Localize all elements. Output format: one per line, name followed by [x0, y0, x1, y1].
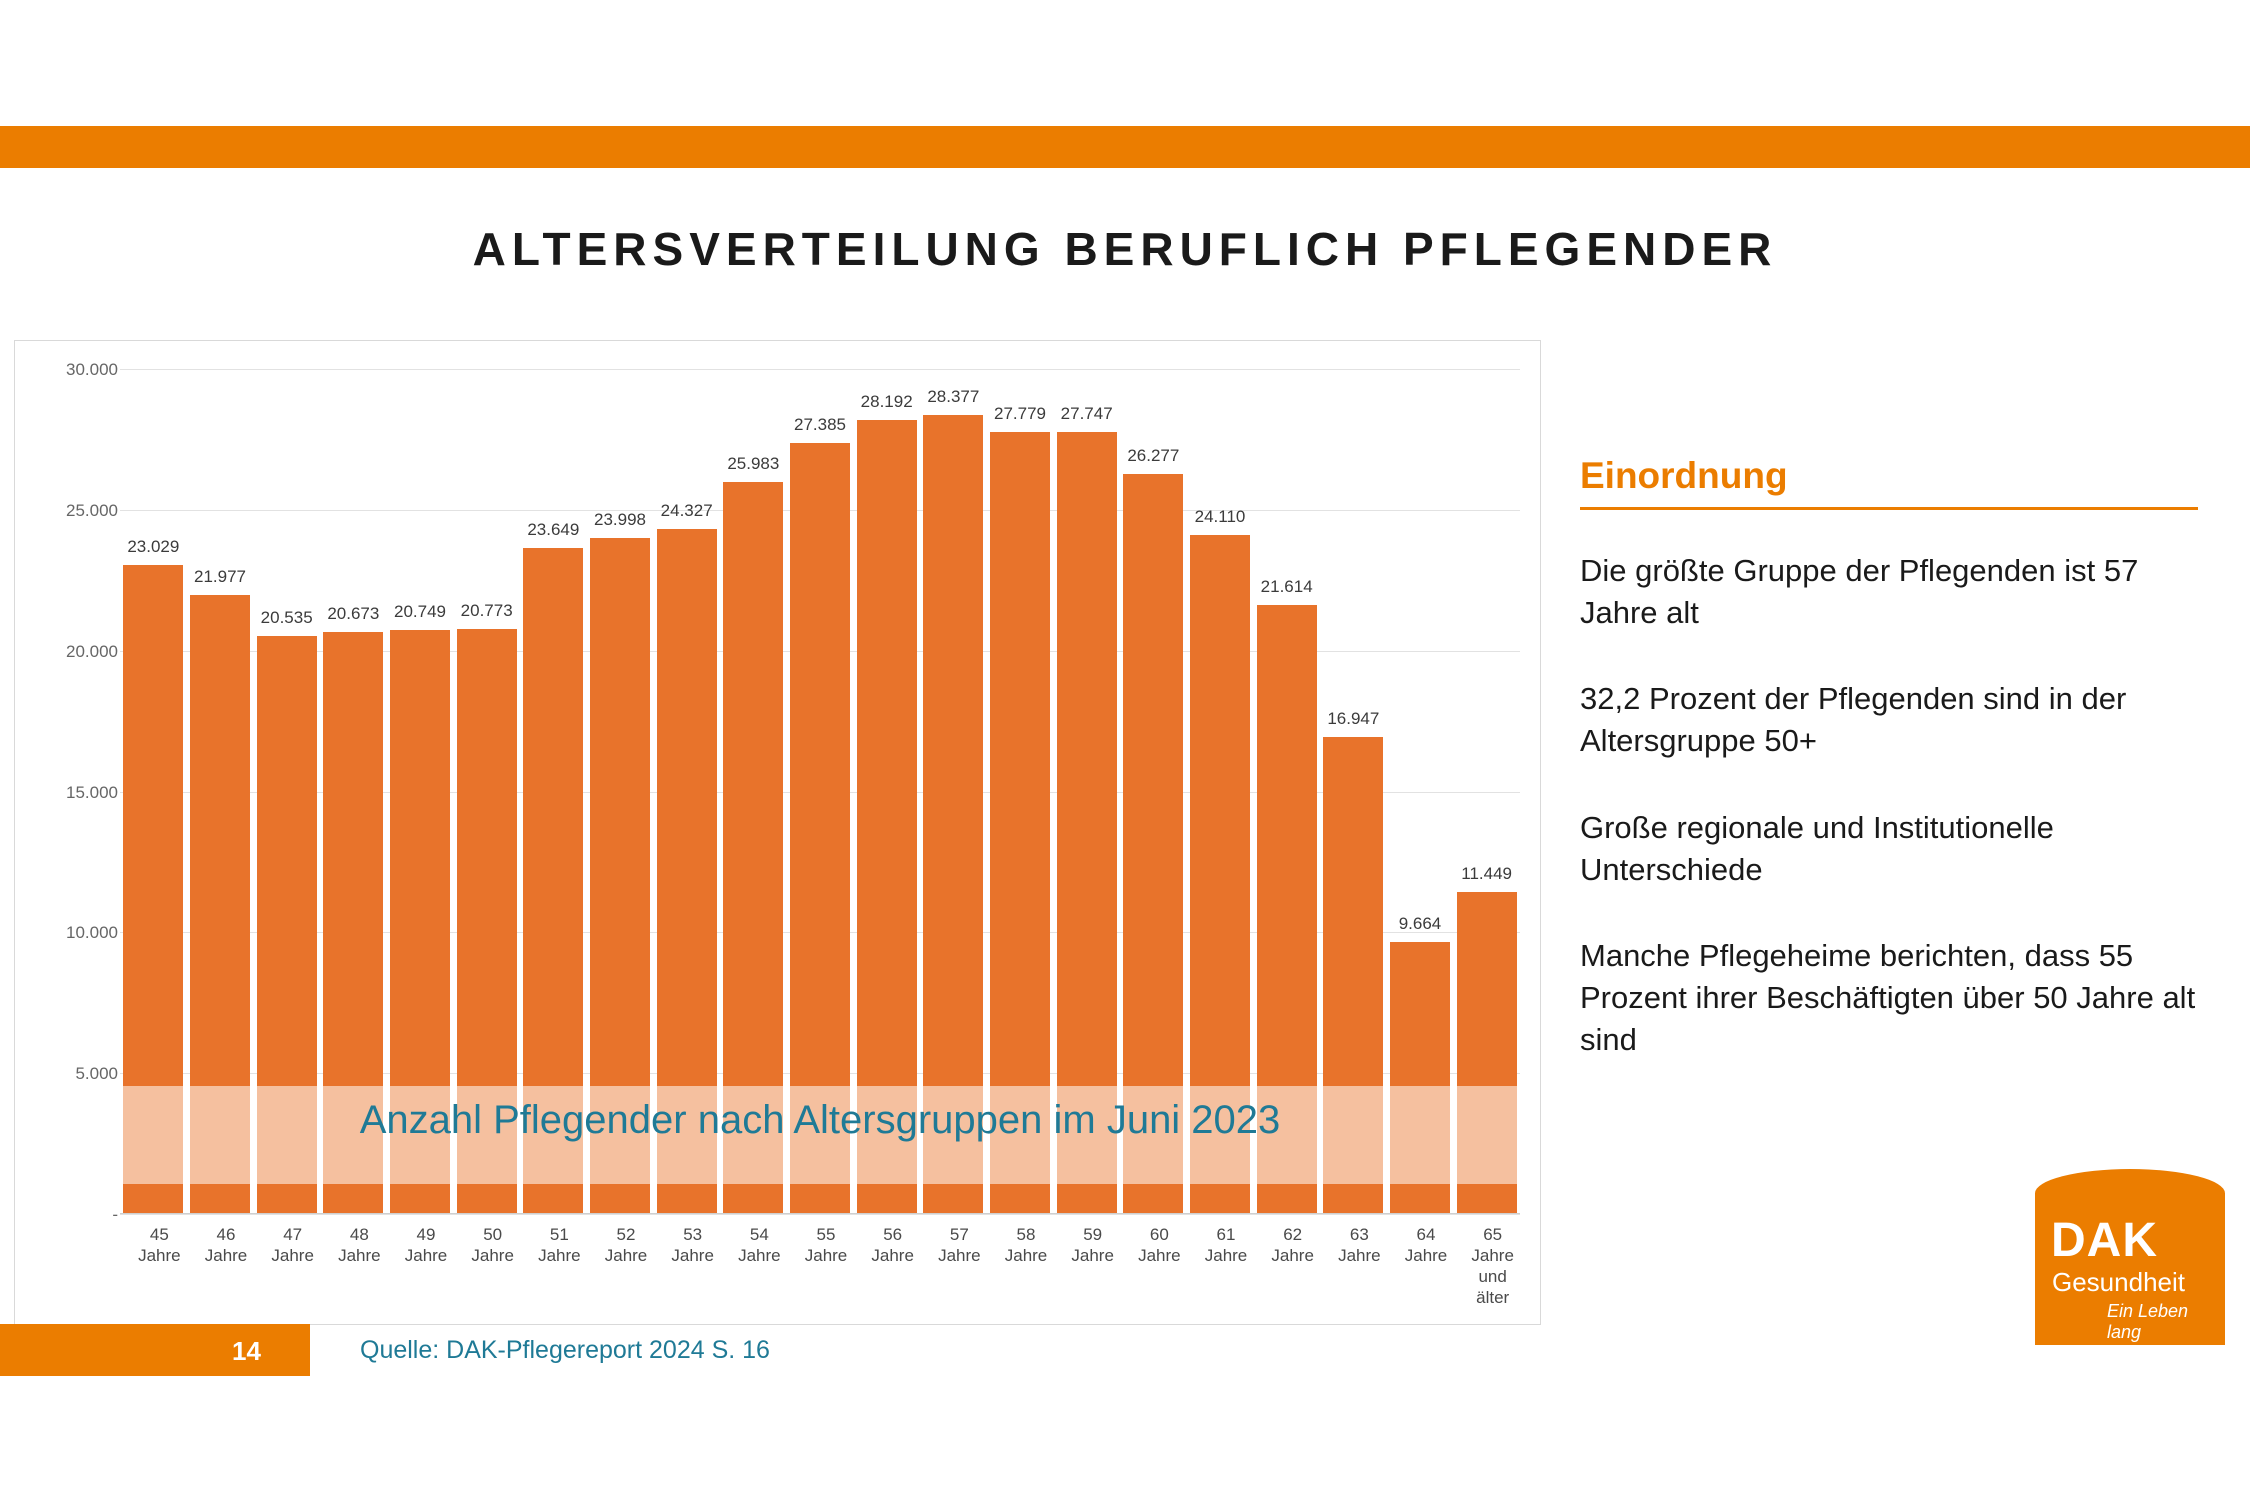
y-axis-tick-label: 10.000 — [66, 923, 118, 943]
bar-value-label: 28.377 — [927, 386, 980, 406]
bar-value-label: 21.614 — [1260, 577, 1313, 597]
side-panel — [1580, 455, 2200, 1105]
bar-value-label: 20.749 — [394, 601, 446, 621]
bar-value-label: 24.327 — [660, 500, 713, 520]
bar-value-label: 9.664 — [1398, 913, 1442, 933]
bar-value-label: 25.983 — [727, 454, 780, 474]
x-axis-tick-label: 53 Jahre — [671, 1225, 714, 1266]
x-axis-tick-label: 63 Jahre — [1338, 1225, 1381, 1266]
x-axis-tick-label: 64 Jahre — [1404, 1225, 1448, 1266]
x-axis-tick-label: 65 Jahre und älter — [1471, 1225, 1514, 1308]
bar-value-label: 27.779 — [994, 403, 1046, 423]
x-axis-tick-label: 56 Jahre — [871, 1225, 914, 1266]
bar-value-label: 28.192 — [860, 391, 913, 411]
logo-subtitle: Gesundheit — [2052, 1267, 2185, 1297]
page-title: ALTERSVERTEILUNG BERUFLICH PFLEGENDER — [472, 223, 1778, 275]
logo-claim: Ein Leben lang — [2107, 1301, 2189, 1342]
side-panel-paragraph: 32,2 Prozent der Pflegenden sind in der Altersgruppe 50+ — [1580, 681, 2127, 759]
bar-value-label: 21.977 — [194, 566, 246, 586]
y-axis-tick-label: 5.000 — [75, 1064, 118, 1084]
x-axis-tick-label: 57 Jahre — [938, 1225, 981, 1266]
page-number: 14 — [232, 1336, 261, 1366]
x-axis-tick-label: 62 Jahre — [1271, 1225, 1314, 1266]
x-axis-tick-label: 47 Jahre — [271, 1225, 314, 1266]
x-axis-tick-label: 49 Jahre — [404, 1225, 448, 1266]
source-note: Quelle: DAK-Pflegereport 2024 S. 16 — [360, 1336, 770, 1364]
chart-panel — [14, 340, 1541, 1325]
x-axis-tick-label: 46 Jahre — [204, 1225, 248, 1266]
bar-value-label: 23.649 — [527, 519, 580, 539]
bar-value-label: 27.747 — [1060, 404, 1113, 424]
chart-title: Anzahl Pflegender nach Altersgruppen im Juni 2023 — [359, 1098, 1281, 1142]
logo-name: DAK — [2051, 1214, 2158, 1267]
bar-value-label: 27.385 — [794, 414, 846, 434]
bar-value-label: 23.029 — [127, 537, 180, 557]
side-panel-divider — [1580, 507, 2198, 510]
dak-logo — [2035, 1195, 2225, 1345]
bar-value-label: 24.110 — [1194, 506, 1246, 526]
chart-x-axis — [120, 1213, 1520, 1214]
x-axis-tick-label: 59 Jahre — [1071, 1225, 1114, 1266]
gridline — [120, 1214, 1520, 1215]
y-axis-tick-label: 30.000 — [66, 360, 118, 379]
y-axis-tick-label: 20.000 — [66, 641, 118, 661]
y-axis-tick-label: - — [112, 1205, 118, 1224]
side-panel-paragraph: Die größte Gruppe der Pflegenden ist 57 Jahre alt — [1580, 553, 2139, 631]
side-panel-paragraphs — [1580, 550, 2200, 1061]
bar-value-label: 26.277 — [1127, 445, 1180, 465]
y-axis-tick-label: 15.000 — [66, 782, 118, 802]
bar-value-label: 20.773 — [460, 600, 513, 620]
x-axis-tick-label: 45 Jahre — [138, 1225, 181, 1266]
side-panel-paragraph: Große regionale und Institutionelle Unterschiede — [1580, 809, 2054, 887]
footer-accent-bar — [0, 1324, 310, 1376]
bar-value-label: 16.947 — [1327, 708, 1380, 728]
x-axis-tick-label: 54 Jahre — [738, 1225, 781, 1266]
bar-value-label: 20.673 — [327, 603, 380, 623]
x-axis-tick-label: 55 Jahre — [804, 1225, 848, 1266]
x-axis-tick-label: 61 Jahre — [1204, 1225, 1248, 1266]
bar-value-label: 23.998 — [594, 510, 646, 530]
x-axis-tick-label: 51 Jahre — [538, 1225, 581, 1266]
side-panel-heading: Einordnung — [1580, 455, 1788, 496]
bar-value-label: 11.449 — [1461, 863, 1513, 883]
y-axis-tick-label: 25.000 — [66, 500, 118, 520]
x-axis-tick-label: 60 Jahre — [1138, 1225, 1181, 1266]
x-axis-tick-label: 50 Jahre — [471, 1225, 514, 1266]
side-panel-paragraph: Manche Pflegeheime berichten, dass 55 Prozent ihrer Beschäftigten über 50 Jahre alt sind — [1580, 937, 2196, 1058]
bar-value-label: 20.535 — [260, 607, 313, 627]
x-axis-tick-label: 52 Jahre — [604, 1225, 648, 1266]
top-accent-bar — [0, 126, 2250, 168]
x-axis-tick-label: 58 Jahre — [1004, 1225, 1048, 1266]
x-axis-tick-label: 48 Jahre — [338, 1225, 381, 1266]
